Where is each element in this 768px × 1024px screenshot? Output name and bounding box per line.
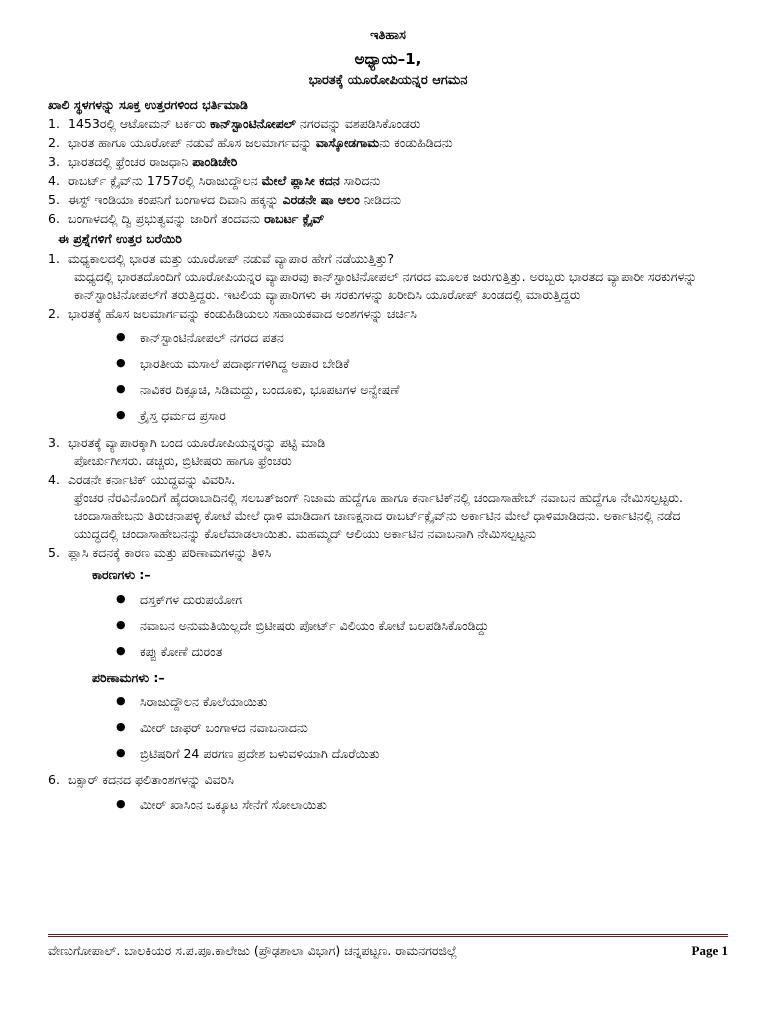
- item-text: ಭಾರತ ಹಾಗೂ ಯೂರೋಪ್ ನಡುವೆ ಹೊಸ ಜಲಮಾರ್ಗವನ್ನು: [68, 134, 316, 150]
- item-number: 2.: [48, 134, 60, 150]
- question-text: ಮಧ್ಯಕಾಲದಲ್ಲಿ ಭಾರತ ಮತ್ತು ಯೂರೋಪ್ ನಡುವೆ ವ್ಯಾಪಾರ ಹೇಗೆ ನಡೆಯುತ್ತಿತ್ತು?: [68, 250, 395, 266]
- question-number: 5.: [48, 545, 60, 561]
- question-number: 4.: [48, 471, 60, 487]
- bullet-item: ● ಮೀರ್ ಖಾಸಿಂನ ಒಕ್ಕೂಟ ಸೇನೆಗೆ ಸೋಲಾಯಿತು: [140, 796, 728, 814]
- item-answer: ಕಾನ್‌ಸ್ಟಾಂಟಿನೋಪಲ್: [210, 115, 296, 131]
- document-header: [48, 26, 728, 92]
- item-text: ರಾಬರ್ಟ್ ಕ್ಲೈವ್‌ನು 1757ರಲ್ಲಿ ಸಿರಾಜುದ್ದೌಲನ: [68, 173, 262, 189]
- fill-blanks-heading: ಖಾಲಿ ಸ್ಥಳಗಳನ್ನು ಸೂಕ್ತ ಉತ್ತರಗಳಿಂದ ಭರ್ತಿಮಾಡಿ: [48, 96, 248, 112]
- item-answer: ಪಾಂಡಿಚೇರಿ: [192, 153, 238, 169]
- bullet-item: ● ನಾವಿಕರ ದಿಕ್ಸೂಚಿ, ಸಿಡಿಮದ್ದು, ಬಂದೂಕು, ಭೂಪಟಗಳ ಅನ್ವೇಷಣೆ: [140, 381, 728, 399]
- chapter-title: ಭಾರತಕ್ಕೆ ಯೂರೋಪಿಯನ್ನರ ಆಗಮನ: [308, 72, 468, 88]
- item-text: ಭಾರತದಲ್ಲಿ ಫ್ರೆಂಚರ ರಾಜಧಾನಿ: [68, 153, 193, 169]
- answer-2-list: [48, 329, 728, 426]
- question-number: 3.: [48, 434, 60, 450]
- item-answer: ಎರಡನೇ ಷಾ ಆಲಂ: [282, 192, 360, 208]
- fill-blank-item: [48, 172, 728, 190]
- subject-title: ಇತಿಹಾಸ: [370, 28, 406, 43]
- bullet-item: ● ದಸ್ತಕ್‌ಗಳ ದುರುಪಯೋಗ: [140, 591, 728, 609]
- fill-blank-item: [48, 191, 728, 209]
- question-number: 2.: [48, 305, 60, 321]
- answer-1: ಮಧ್ಯದಲ್ಲಿ ಭಾರತದೊಂದಿಗೆ ಯೂರೋಪಿಯನ್ನರ ವ್ಯಾಪಾರವು ಕಾನ್‌ಸ್ಟಾಂಟಿನೋಪಲ್ ನಗರದ ಮೂಲಕ ಜರುಗುತ್ತಿತ್ತು. ಅರಬ್ಬರು ಭಾರತದ ವ್ಯಾಪಾರೀ ಸರಕುಗಳನ್ನು ಕಾನ್‌ಸ್ಟಾಂಟಿನೋಪಲ್‌ಗೆ ತರುತ್ತಿದ್ದರು. ಇಟಲಿಯ ವ್ಯಾಪಾರಿಗಳು ಈ ಸರಕುಗಳನ್ನು ಖರೀದಿಸಿ ಯೂರೋಪ್ ಖಂಡದಲ್ಲಿ ಮಾರುತ್ತಿದ್ದರು: [74, 268, 697, 302]
- question-2: [48, 305, 728, 323]
- item-text: ಬಂಗಾಳದಲ್ಲಿ ದ್ವಿ ಪ್ರಭುತ್ವವನ್ನು ಜಾರಿಗೆ ತಂದವನು: [68, 211, 265, 227]
- item-number: 6.: [48, 211, 60, 227]
- item-text-end: ನು ಕಂಡುಹಿಡಿದನು: [379, 134, 453, 150]
- item-answer: ಮೇಲೆ ಪ್ಲಾಸೀ ಕದನ: [261, 173, 340, 189]
- fill-blanks-list: [48, 115, 728, 229]
- question-number: 1.: [48, 250, 60, 266]
- bullet-item: ● ಕಾನ್‌ಸ್ಟಾಂಟಿನೋಪಲ್ ನಗರದ ಪತನ: [140, 329, 728, 347]
- item-number: 3.: [48, 153, 60, 169]
- chapter-number: ಅಧ್ಯಾಯ–1,: [354, 49, 422, 68]
- item-answer: ರಾಬರ್ಟ ಕ್ಲೈವ್: [264, 211, 325, 227]
- question-4: [48, 471, 728, 489]
- answer-3: ಪೋರ್ಚುಗೀಸರು. ಡಚ್ಚರು, ಬ್ರಿಟೀಷರು ಹಾಗೂ ಫ್ರೆಂಚರು: [74, 452, 292, 468]
- bullet-item: ● ಕ್ರೈಸ್ತ ಧರ್ಮದ ಪ್ರಸಾರ: [140, 407, 728, 425]
- bullet-item: ● ಭಾರತೀಯ ಮಸಾಲೆ ಪದಾರ್ಥಗಳಿಗಿದ್ದ ಅಪಾರ ಬೇಡಿಕೆ: [140, 355, 728, 373]
- question-1: [48, 250, 728, 268]
- question-text: ಎರಡನೇ ಕರ್ನಾಟಿಕ್ ಯುದ್ಧವನ್ನು ವಿವರಿಸಿ.: [68, 471, 236, 487]
- item-answer: ವಾಸ್ಕೋಡಗಾಮ: [315, 134, 380, 150]
- effects-list: [48, 693, 728, 763]
- document-page: [48, 26, 728, 822]
- bullet-item: ● ಕಪ್ಪು ಕೋಣೆ ದುರಂತ: [140, 643, 728, 661]
- question-5: [48, 544, 728, 562]
- question-3: [48, 434, 728, 452]
- item-text: 1453ರಲ್ಲಿ ಆಟೋಮನ್ ಟರ್ಕರು: [68, 115, 211, 131]
- item-text: ಈಸ್ಟ್ ಇಂಡಿಯಾ ಕಂಪನಿಗೆ ಬಂಗಾಳದ ದಿವಾನಿ ಹಕ್ಕನ್ನು: [68, 192, 283, 208]
- footer-divider: [48, 934, 728, 937]
- item-number: 5.: [48, 192, 60, 208]
- question-text: ಪ್ಲಾಸಿ ಕದನಕ್ಕೆ ಕಾರಣ ಮತ್ತು ಪರಿಣಾಮಗಳನ್ನು ತಿಳಿಸಿ: [68, 545, 272, 561]
- bullet-item: ● ಸಿರಾಜುದ್ದೌಲನ ಕೊಲೆಯಾಯಿತು: [140, 693, 728, 711]
- question-6: [48, 771, 728, 789]
- page-number: Page 1: [691, 943, 728, 958]
- causes-list: [48, 591, 728, 661]
- answer-4: ಫ್ರೆಂಚರ ನೆರವಿನೊಂದಿಗೆ ಹೈದರಾಬಾದಿನಲ್ಲಿ ಸಲಬತ್‌ಜಂಗ್ ನಿಜಾಮ ಹುದ್ದೆಗೂ ಹಾಗೂ ಕರ್ನಾಟಿಕ್‌ನಲ್ಲಿ ಚಂದಾಸಾಹೇಬ್ ನವಾಬನ ಹುದ್ದೆಗೂ ನೇಮಿಸಲ್ಪಟ್ಟರು. ಚಂದಾಸಾಹೇಬನು ತಿರುಚನಾಪಳ್ಳಿ ಕೋಟೆ ಮೇಲೆ ಧಾಳಿ ಮಾಡಿದಾಗ ಚಾಣಕ್ಷನಾದ ರಾಬರ್ಟ್‌ಕ್ಲೈವ್‌ನು ಅರ್ಕಾಟಿನ ಮೇಲೆ ಧಾಳಿಮಾಡಿದನು. ಅರ್ಕಾಟಿನಲ್ಲಿ ನಡೆದ ಯುದ್ಧದಲ್ಲಿ ಚಂದಾಸಾಹೇಬನನ್ನು ಕೊಲೆಮಾಡಲಾಯಿತು. ಮಹಮ್ಮದ್ ಆಲಿಯು ಅರ್ಕಾಟಿನ ನವಾಬನಾಗಿ ನೇಮಿಸಲ್ಪಟ್ಟನು: [74, 489, 683, 542]
- causes-label: ಕಾರಣಗಳು :–: [92, 567, 151, 583]
- fill-blank-item: [48, 210, 728, 228]
- item-text-end: ಸಾರಿದನು: [339, 173, 381, 189]
- fill-blank-item: [48, 153, 728, 171]
- questions-heading: ಈ ಪ್ರಶ್ನೆಗಳಿಗೆ ಉತ್ತರ ಬರೆಯಿರಿ: [58, 231, 182, 247]
- item-text-end: ನೀಡಿದನು: [359, 192, 402, 208]
- bullet-item: ● ನವಾಬನ ಅನುಮತಿಯಿಲ್ಲದೇ ಬ್ರಿಟೀಷರು ಪೋರ್ಟ್ ವಿಲಿಯಂ ಕೋಟೆ ಬಲಪಡಿಸಿಕೊಂಡಿದ್ದು: [140, 617, 728, 635]
- item-number: 4.: [48, 173, 60, 189]
- item-number: 1.: [48, 115, 60, 131]
- question-text: ಭಾರತಕ್ಕೆ ಹೊಸ ಜಲಮಾರ್ಗವನ್ನು ಕಂಡುಹಿಡಿಯಲು ಸಹಾಯಕವಾದ ಅಂಶಗಳನ್ನು ಚರ್ಚಿಸಿ: [68, 305, 417, 321]
- question-text: ಭಾರತಕ್ಕೆ ವ್ಯಾಪಾರಕ್ಕಾಗಿ ಬಂದ ಯೂರೋಪಿಯನ್ನರನ್ನು ಪಟ್ಟಿ ಮಾಡಿ: [68, 434, 326, 450]
- footer-institution: ವೇಣುಗೋಪಾಲ್. ಬಾಲಕಿಯರ ಸ.ಪ.ಪೂ.ಕಾಲೇಜು (ಪ್ರೌಢಶಾಲಾ ವಿಭಾಗ) ಚನ್ನಪಟ್ಟಣ. ರಾಮನಗರಜಿಲ್ಲೆ: [48, 943, 458, 958]
- page-footer: [48, 934, 728, 959]
- bullet-item: ● ಮೀರ್ ಜಾಫರ್ ಬಂಗಾಳದ ನವಾಬನಾದನು: [140, 719, 728, 737]
- fill-blank-item: [48, 115, 728, 133]
- item-text-end: ನಗರವನ್ನು ವಶಪಡಿಸಿಕೊಂಡರು: [295, 115, 421, 131]
- question-number: 6.: [48, 772, 60, 788]
- answer-6-list: [48, 796, 728, 814]
- fill-blank-item: [48, 134, 728, 152]
- bullet-item: ● ಬ್ರಿಟಿಷರಿಗೆ 24 ಪರಗಣ ಪ್ರದೇಶ ಬಳುವಳಿಯಾಗಿ ದೊರೆಯಿತು: [140, 745, 728, 763]
- question-text: ಬಕ್ಸಾರ್ ಕದನದ ಫಲಿತಾಂಶಗಳನ್ನು ವಿವರಿಸಿ: [68, 772, 234, 788]
- effects-label: ಪರಿಣಾಮಗಳು :–: [92, 669, 165, 685]
